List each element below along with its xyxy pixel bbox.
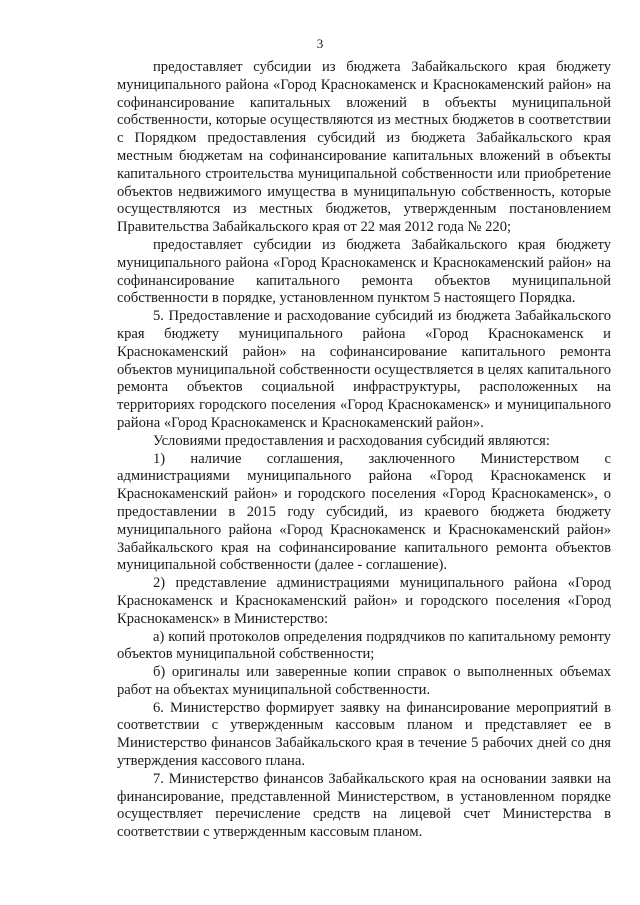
paragraph-condition-2b: б) оригиналы или заверенные копии справок о выполненных объемах работ на объектах муниципальной собственности. [117,664,611,698]
paragraph-item-5: 5. Предоставление и расходование субсидий из бюджета Забайкальского края бюджету муниципального района «Город Краснокаменск и Краснокаменский район» на софинансирование капитального ремонта объектов муниципальной собственности осуществляется в целях капитального ремонта объектов социальной инфраструктуры, расположенных на территориях городского поселения «Город Краснокаменск» и муниципального района «Город Краснокаменск и Краснокаменский район». [117,308,611,431]
paragraph-condition-2a: а) копий протоколов определения подрядчиков по капитальному ремонту объектов муниципальной собственности; [117,628,611,663]
paragraph-subsidy-capital-repair: предоставляет субсидии из бюджета Забайкальского края бюджету муниципального района «Город Краснокаменск и Краснокаменский район» на софинансирование капитального ремонта объектов муниципальной собственности в порядке, установленном пунктом 5 настоящего Порядка. [117,236,611,307]
paragraph-condition-1: 1) наличие соглашения, заключенного Министерством с администрациями муниципального района «Город Краснокаменск и Краснокаменский район» и городского поселения «Город Краснокаменск», о предоставлении в 2015 году субсидий, из краевого бюджета бюджету муниципального района «Город Краснокаменск и Краснокаменский район» Забайкальского края на софинансирование капитального ремонта объектов муниципальной собственности (далее - соглашение). [117,450,611,574]
paragraph-conditions-heading: Условиями предоставления и расходования субсидий являются: [153,432,550,449]
document-body [117,59,611,842]
paragraph-subsidy-capital-investments: предоставляет субсидии из бюджета Забайкальского края бюджету муниципального района «Город Краснокаменск и Краснокаменский район» на софинансирование капитальных вложений в объекты муниципальной собственности, которые осуществляются из местных бюджетов в соответствии с Порядком предоставления субсидий из бюджета Забайкальского края местным бюджетам на софинансирование капитальных вложений в объекты капитального строительства муниципальной собственности или приобретение объектов недвижимого имущества в муниципальную собственность, которые осуществляются из местных бюджетов, утвержденным постановлением Правительства Забайкальского края от 22 мая 2012 года № 220; [117,59,611,236]
paragraph-condition-2: 2) представление администрациями муниципального района «Город Краснокаменск и Краснокаменский район» и городского поселения «Город Краснокаменск» в Министерство: [117,575,611,627]
paragraph-item-7: 7. Министерство финансов Забайкальского края на основании заявки на финансирование, представленной Министерством, в установленном порядке осуществляет перечисление средств на лицевой счет Министерства в соответствии с утвержденным кассовым планом. [117,770,611,841]
paragraph-item-6: 6. Министерство формирует заявку на финансирование мероприятий в соответствии с утвержденным кассовым планом и представляет ее в Министерство финансов Забайкальского края в течение 5 рабочих дней со дня утверждения кассового плана. [117,699,611,770]
page-number: 3 [316,36,324,51]
